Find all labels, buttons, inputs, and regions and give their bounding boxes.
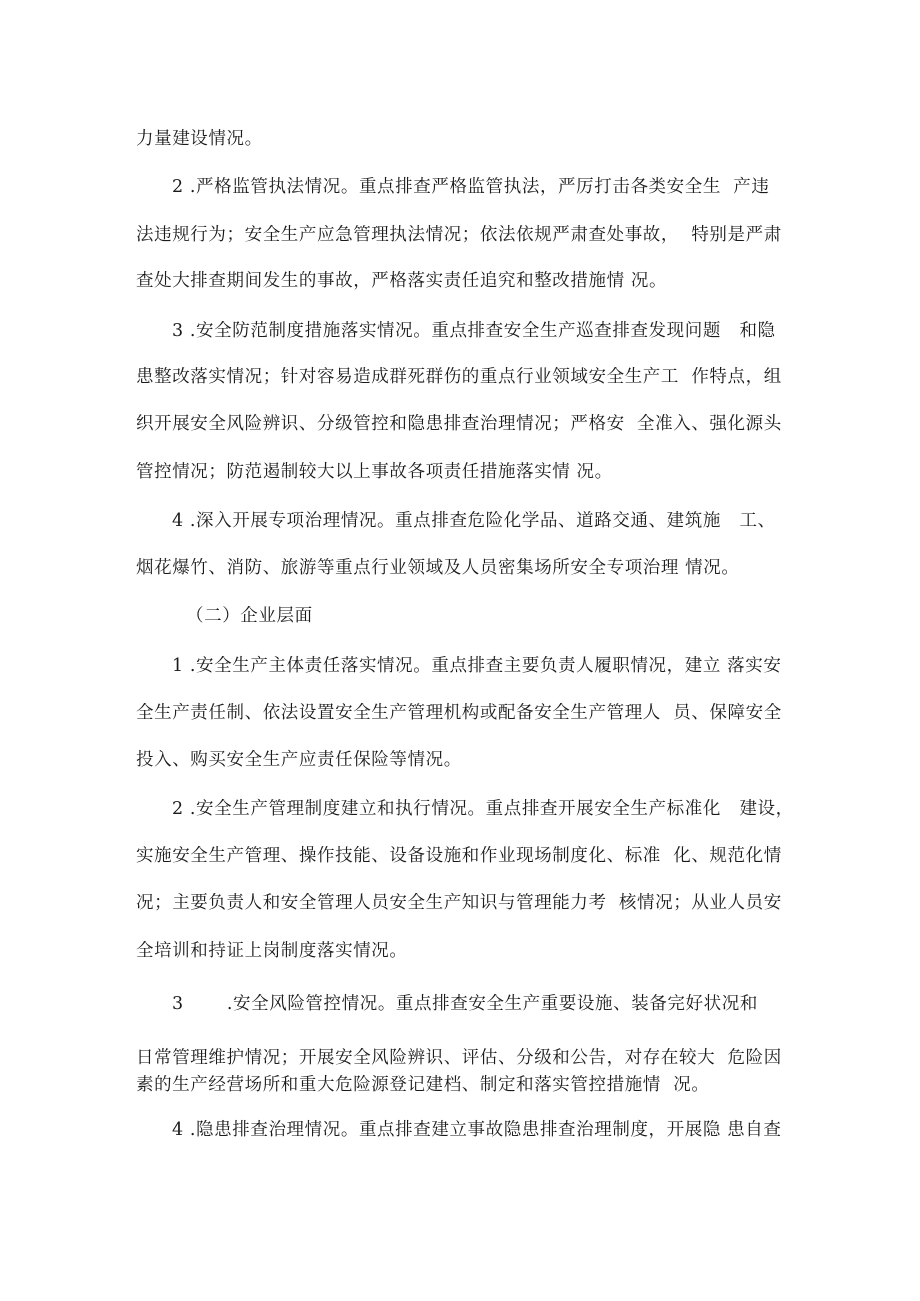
paragraph-line: 全生产责任制、依法设置安全生产管理机构或配备安全生产管理人 员、保障安全 [136, 703, 782, 723]
paragraph-line: 患整改落实情况；针对容易造成群死群伤的重点行业领域安全生产工 作特点，组 [136, 367, 782, 387]
paragraph-line: 全培训和持证上岗制度落实情况。 [136, 941, 408, 961]
paragraph-line: 法违规行为；安全生产应急管理执法情况；依法依规严肃查处事故， 特别是严肃 [136, 225, 782, 245]
paragraph-line: 2 .安全生产管理制度建立和执行情况。重点排查开展安全生产标准化 建设， [172, 799, 794, 819]
paragraph-line: 投入、购买安全生产应责任保险等情况。 [136, 750, 462, 770]
paragraph-line: 实施安全生产管理、操作技能、设备设施和作业现场制度化、标准 化、规范化情 [136, 846, 782, 866]
paragraph-line: 织开展安全风险辨识、分级管控和隐患排查治理情况；严格安 全准入、强化源头 [136, 414, 782, 434]
paragraph-line: 管控情况；防范遏制较大以上事故各项责任措施落实情 况。 [136, 462, 613, 482]
paragraph-line: 3 .安全风险管控情况。重点排查安全生产重要设施、装备完好状况和 [172, 994, 758, 1014]
paragraph-line: 1 .安全生产主体责任落实情况。重点排查主要负责人履职情况，建立 落实安 [172, 656, 782, 676]
paragraph-line: 烟花爆竹、消防、旅游等重点行业领域及人员密集场所安全专项治理 情况。 [136, 558, 740, 578]
paragraph-line: 3 .安全防范制度措施落实情况。重点排查安全生产巡查排查发现问题 和隐 [172, 321, 776, 341]
paragraph-line: 况；主要负责人和安全管理人员安全生产知识与管理能力考 核情况；从业人员安 [136, 893, 782, 913]
paragraph-line: 力量建设情况。 [136, 129, 263, 149]
paragraph-line: 2 .严格监管执法情况。重点排查严格监管执法，严厉打击各类安全生 产违 [172, 177, 770, 197]
paragraph-line: 4 .深入开展专项治理情况。重点排查危险化学品、道路交通、建筑施 工、 [172, 511, 776, 531]
paragraph-line: 4 .隐患排查治理情况。重点排查建立事故隐患排查治理制度，开展隐 患自查 [172, 1120, 782, 1140]
paragraph-line: 查处大排查期间发生的事故，严格落实责任追究和整改措施情 况。 [136, 271, 668, 291]
paragraph-line: 日常管理维护情况；开展安全风险辨识、评估、分级和公告，对存在较大 危险因 [136, 1048, 782, 1068]
paragraph-line: 素的生产经营场所和重大危险源登记建档、制定和落实管控措施情 况。 [136, 1075, 710, 1095]
section-heading: （二）企业层面 [186, 606, 313, 626]
